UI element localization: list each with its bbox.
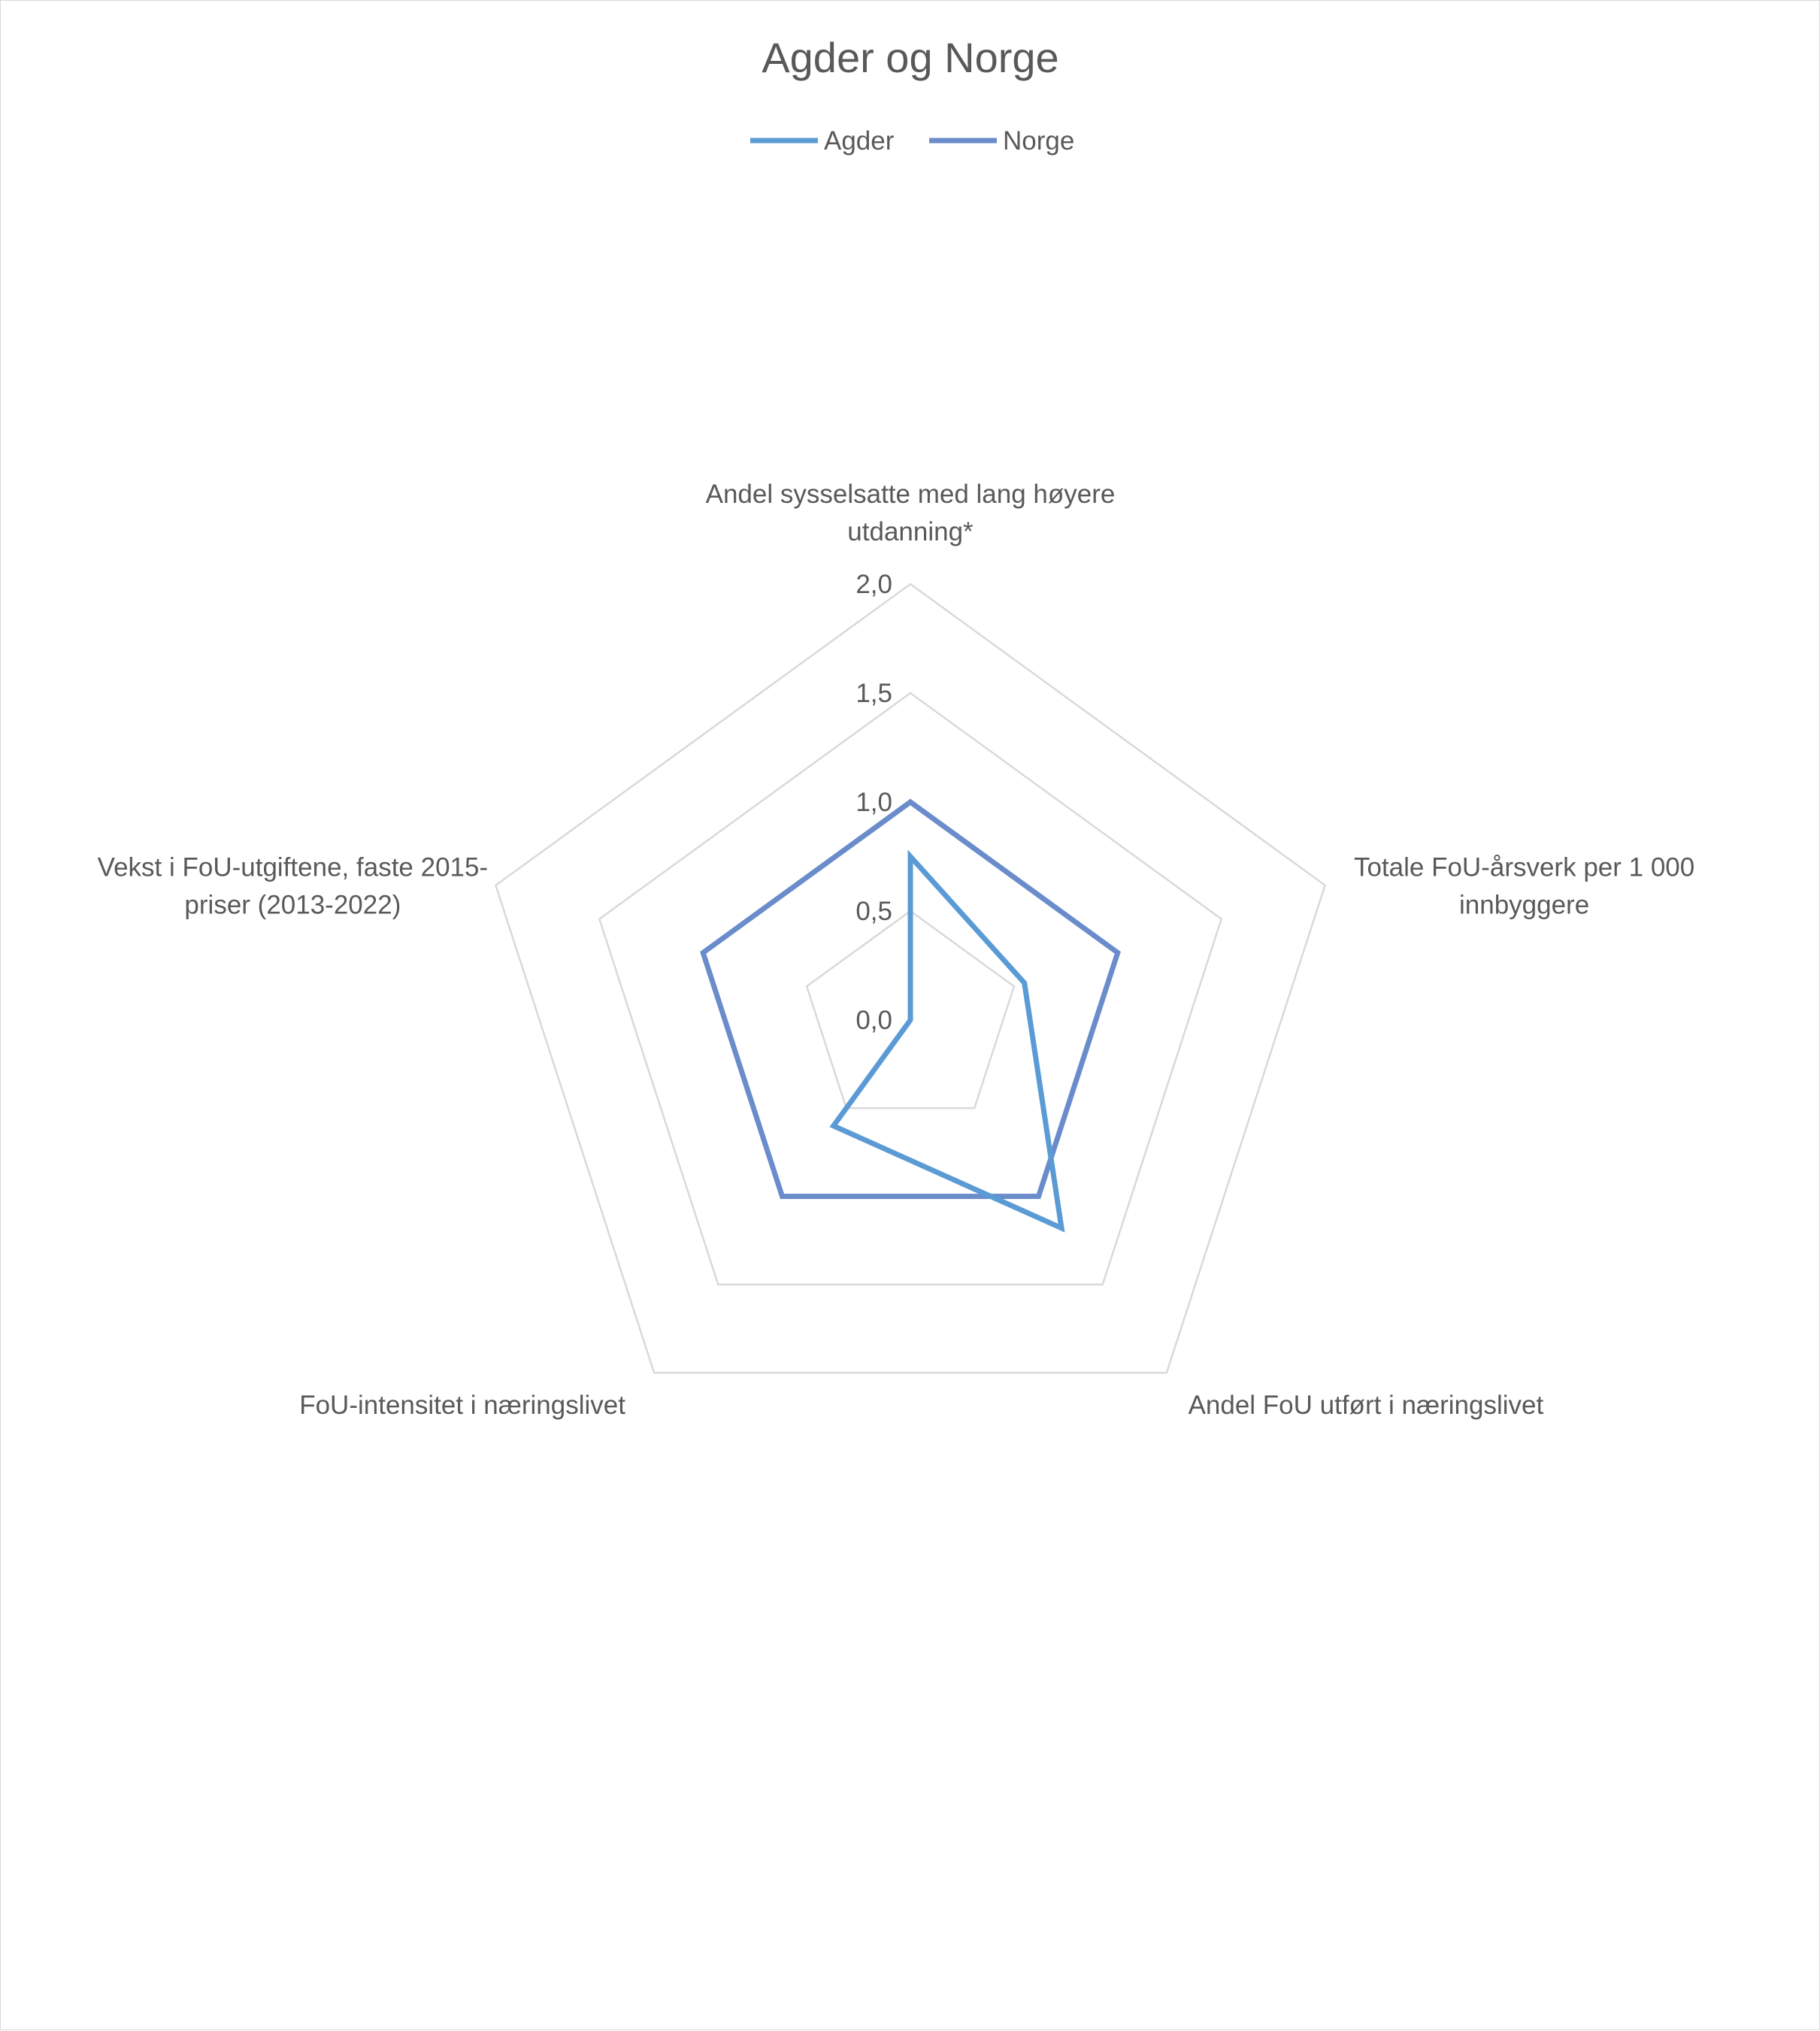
legend-label-agder: Agder bbox=[824, 126, 895, 156]
category-label-1: Totale FoU-årsverk per 1 000 innbyggere bbox=[1353, 852, 1695, 920]
tick-label-0: 0,0 bbox=[855, 1006, 892, 1035]
category-label-3: FoU-intensitet i næringslivet bbox=[299, 1391, 625, 1421]
category-labels bbox=[98, 480, 1695, 1420]
radar-chart bbox=[1, 1, 1820, 2031]
category-label-0: Andel sysselsatte med lang høyere utdanning* bbox=[705, 480, 1116, 546]
legend-label-norge: Norge bbox=[1003, 126, 1075, 156]
tick-label-2: 1,0 bbox=[855, 788, 892, 817]
chart-title: Agder og Norge bbox=[762, 34, 1059, 81]
axis-tick-labels bbox=[855, 570, 892, 1035]
series-lines bbox=[703, 802, 1118, 1228]
category-label-2: Andel FoU utført i næringslivet bbox=[1188, 1391, 1544, 1421]
tick-label-3: 1,5 bbox=[855, 679, 892, 708]
tick-label-4: 2,0 bbox=[855, 570, 892, 599]
legend bbox=[750, 126, 1074, 156]
tick-label-1: 0,5 bbox=[855, 897, 892, 926]
category-label-4: Vekst i FoU-utgiftene, faste 2015-priser (2013-2022) bbox=[97, 852, 489, 920]
